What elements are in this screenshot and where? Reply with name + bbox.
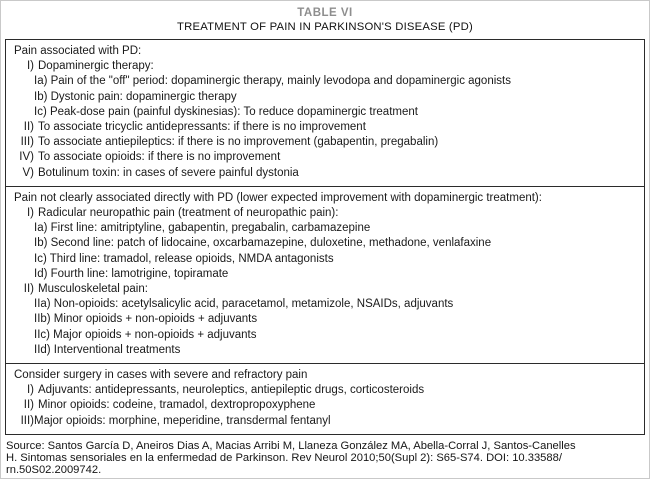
line-number: IV) — [19, 151, 34, 164]
line-text: Minor opioids: codeine, tramadol, dextropropoxyphene — [38, 399, 316, 412]
table-body — [5, 39, 645, 435]
line-text: Adjuvants: antidepressants, neuroleptics, antiepileptic drugs, corticosteroids — [38, 384, 425, 397]
line-text: Ia) First line: amitriptyline, gabapentin, pregabalin, carbamazepine — [34, 222, 371, 235]
table-line — [14, 282, 636, 297]
table-line — [14, 398, 636, 413]
table-title: TREATMENT OF PAIN IN PARKINSON'S DISEASE (PD) — [177, 21, 473, 33]
line-text: Ib) Dystonic pain: dopaminergic therapy — [34, 90, 237, 103]
line-number: I) — [26, 207, 34, 220]
line-text: Musculoskeletal pain: — [38, 283, 148, 296]
table-line — [14, 150, 636, 165]
line-number: III) — [20, 136, 34, 149]
line-number: II) — [23, 399, 34, 412]
line-text: Ib) Second line: patch of lidocaine, oxcarbamazepine, duloxetine, methadone, venlafaxine — [34, 237, 492, 250]
source-line: H. Sintomas sensoriales en la enfermedad de Parkinson. Rev Neurol 2010;50(Supl 2): S65-S74. DOI: 10.33588/ — [6, 452, 562, 465]
table-line — [14, 383, 636, 398]
line-text: To associate tricyclic antidepressants: if there is no improvement — [38, 121, 366, 134]
source-line: Source: Santos García D, Aneiros Dias A, Macias Arribi M, Llaneza González MA, Abella-Corral J, Santos-Canelles — [6, 439, 576, 452]
line-text: Dopaminergic therapy: — [38, 60, 154, 73]
line-number: I) — [26, 60, 34, 73]
table-section-pain-not-associated — [6, 186, 644, 363]
line-number: I) — [26, 384, 34, 397]
line-text: Radicular neuropathic pain (treatment of neuropathic pain): — [38, 207, 339, 220]
line-text: Pain not clearly associated directly with PD (lower expected improvement with dopaminergic treatment): — [14, 191, 542, 204]
line-number: II) — [23, 283, 34, 296]
table-line — [14, 74, 636, 89]
table-line — [14, 105, 636, 120]
table-line — [14, 90, 636, 105]
table-line — [14, 368, 636, 383]
line-text: IId) Interventional treatments — [34, 343, 181, 356]
table-line — [14, 267, 636, 282]
table-line — [14, 135, 636, 150]
line-text: Pain associated with PD: — [14, 45, 142, 57]
table-line — [14, 44, 636, 59]
source-line: rn.50S02.2009742. — [6, 464, 102, 477]
line-text: Ic) Third line: tramadol, release opioids, NMDA antagonists — [34, 252, 334, 265]
table-caption — [5, 4, 645, 39]
line-number: V) — [22, 166, 34, 179]
line-number: II) — [23, 121, 34, 134]
table-line — [14, 221, 636, 236]
table-line — [14, 206, 636, 221]
line-text: IIb) Minor opioids + non-opioids + adjuvants — [34, 313, 258, 326]
line-text: To associate opioids: if there is no improvement — [38, 151, 281, 164]
line-text: Ia) Pain of the "off" period: dopaminergic therapy, mainly levodopa and dopaminergic agonists — [34, 75, 511, 88]
table-line — [14, 328, 636, 343]
table-line — [14, 236, 636, 251]
line-text: IIa) Non-opioids: acetylsalicylic acid, paracetamol, metamizole, NSAIDs, adjuvants — [34, 298, 454, 311]
line-text: To associate antiepileptics: if there is no improvement (gabapentin, pregabalin) — [38, 136, 439, 149]
table-line — [14, 414, 636, 429]
line-number: III) — [20, 414, 34, 427]
source-note — [5, 435, 645, 477]
table-line — [14, 59, 636, 74]
table-line — [14, 252, 636, 267]
table-section-surgery — [6, 363, 644, 434]
line-text: Id) Fourth line: lamotrigine, topiramate — [34, 267, 229, 280]
table-line — [14, 120, 636, 135]
line-text: IIc) Major opioids + non-opioids + adjuvants — [34, 328, 257, 341]
table-line — [14, 166, 636, 181]
line-text: Major opioids: morphine, meperidine, transdermal fentanyl — [34, 414, 331, 427]
table-line — [14, 297, 636, 312]
table-number: TABLE VI — [297, 7, 353, 19]
table-line — [14, 191, 636, 206]
line-text: Botulinum toxin: in cases of severe painful dystonia — [38, 166, 299, 179]
table-line — [14, 343, 636, 358]
line-text: Consider surgery in cases with severe and refractory pain — [14, 369, 308, 382]
table-line — [14, 312, 636, 327]
line-text: Ic) Peak-dose pain (painful dyskinesias): To reduce dopaminergic treatment — [34, 105, 418, 118]
table-section-pain-associated — [6, 40, 644, 186]
